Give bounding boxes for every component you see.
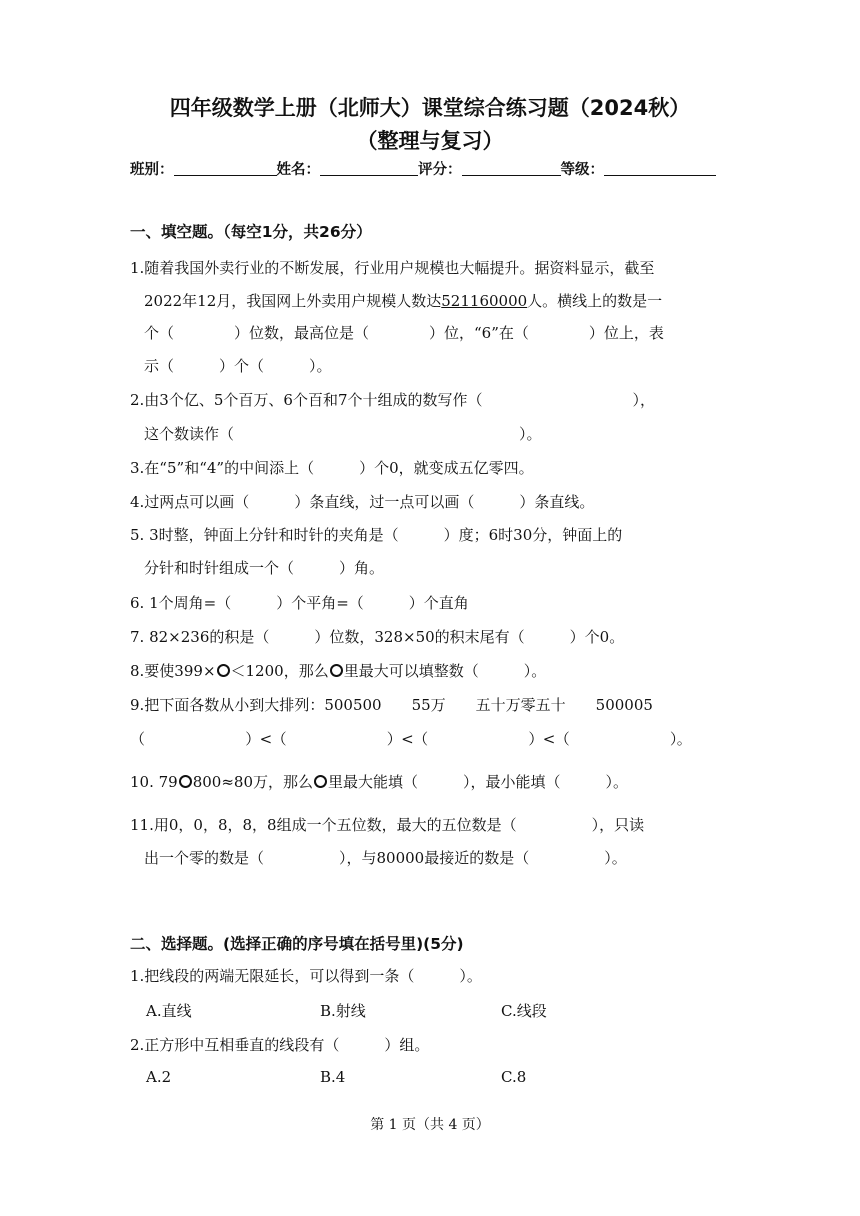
section1-heading: 一、填空题。（每空1分，共26分） — [130, 223, 372, 241]
grade-label: 等级： — [560, 162, 604, 178]
q8-text-a: 8.要使399× — [130, 662, 216, 680]
s2-q1-stem: 1.把线段的两端无限延长，可以得到一条（ ）。 — [130, 967, 482, 985]
s2-q1-option-b: B.射线 — [320, 1002, 366, 1020]
class-label: 班别： — [130, 162, 174, 178]
q1-line2-text-a: 2022年12月，我国网上外卖用户规模人数达 — [144, 292, 442, 310]
grade-field[interactable] — [604, 161, 716, 176]
page-footer: 第 1 页（共 4 页） — [370, 1117, 490, 1133]
s2-q1-option-a: A.直线 — [146, 1002, 192, 1020]
q1-line3: 个（ ）位数，最高位是（ ）位，“6”在（ ）位上，表 — [144, 324, 664, 342]
name-label: 姓名： — [276, 162, 320, 178]
q8 — [130, 661, 546, 681]
s2-q2-stem: 2.正方形中互相垂直的线段有（ ）组。 — [130, 1036, 430, 1054]
q1-underlined-number: 521160000 — [441, 292, 528, 310]
s2-q2-option-a: A.2 — [146, 1068, 172, 1086]
q10-text-b: 800≈80万，那么 — [192, 773, 314, 791]
q9-line1: 9.把下面各数从小到大排列：500500 55万 五十万零五十 500005 — [130, 696, 653, 714]
name-field[interactable] — [320, 161, 418, 176]
q4: 4.过两点可以画（ ）条直线，过一点可以画（ ）条直线。 — [130, 493, 595, 511]
q8-text-c: 里最大可以填整数（ ）。 — [343, 662, 547, 680]
q5-line2: 分针和时针组成一个（ ）角。 — [144, 559, 385, 577]
q3: 3.在“5”和“4”的中间添上（ ）个0，就变成五亿零四。 — [130, 459, 534, 477]
q10-text-a: 10. 79 — [130, 773, 178, 791]
filled-ring-icon — [314, 775, 327, 788]
q1-line2-text-b: 人。横线上的数是一 — [527, 292, 663, 310]
section2-heading: 二、选择题。(选择正确的序号填在括号里)(5分) — [130, 935, 464, 953]
q11-line1: 11.用0，0，8，8，8组成一个五位数，最大的五位数是（ ），只读 — [130, 816, 645, 834]
q6: 6. 1个周角=（ ）个平角=（ ）个直角 — [130, 594, 469, 612]
score-label: 评分： — [418, 162, 462, 178]
score-field[interactable] — [462, 161, 561, 176]
q2-line2: 这个数读作（ ）。 — [144, 425, 542, 443]
s2-q2-option-c: C.8 — [501, 1068, 527, 1086]
q11-line2: 出一个零的数是（ ），与80000最接近的数是（ ）。 — [144, 849, 627, 867]
q9-line2: （ ）<（ ）<（ ）<（ ）。 — [130, 730, 692, 748]
s2-q1-option-c: C.线段 — [501, 1002, 547, 1020]
q8-text-b: ＜1200，那么 — [230, 662, 329, 680]
s2-q2-option-b: B.4 — [320, 1068, 346, 1086]
page-title: 四年级数学上册（北师大）课堂综合练习题（2024秋） — [169, 96, 691, 120]
q2-line1: 2.由3个亿、5个百万、6个百和7个十组成的数写作（ ）， — [130, 391, 655, 409]
filled-ring-icon — [217, 664, 230, 677]
filled-ring-icon — [330, 664, 343, 677]
q1-line1: 1.随着我国外卖行业的不断发展，行业用户规模也大幅提升。据资料显示，截至 — [130, 259, 655, 277]
student-info-line — [130, 158, 730, 179]
q1-line4: 示（ ）个（ ）。 — [144, 357, 332, 375]
q1-line2 — [144, 291, 662, 311]
filled-ring-icon — [179, 775, 192, 788]
class-field[interactable] — [174, 161, 277, 176]
page-subtitle: （整理与复习） — [356, 129, 504, 153]
q7: 7. 82×236的积是（ ）位数，328×50的积末尾有（ ）个0。 — [130, 628, 625, 646]
q10 — [130, 772, 628, 792]
q10-text-c: 里最大能填（ ），最小能填（ ）。 — [328, 773, 629, 791]
q5-line1: 5. 3时整，钟面上分针和时针的夹角是（ ）度；6时30分，钟面上的 — [130, 526, 623, 544]
